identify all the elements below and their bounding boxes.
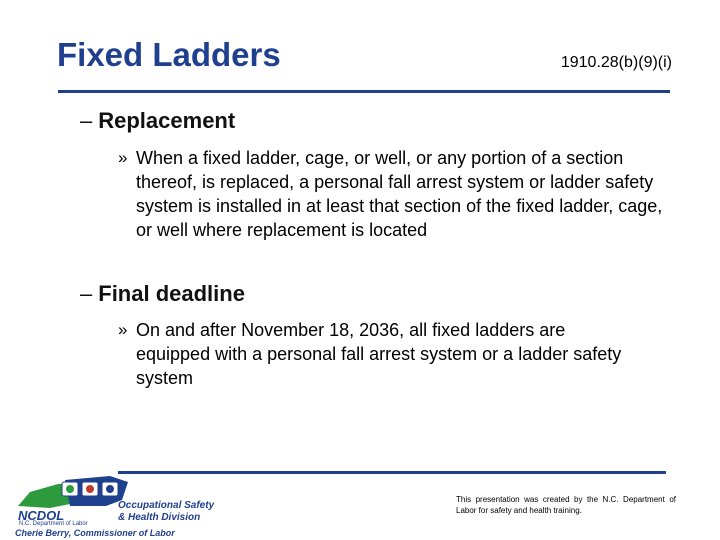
bullet-text: When a fixed ladder, cage, or well, or any portion of a section thereof, is replaced, a personal fall arrest system or ladder safety system is installed in at least that section of the fixed ladder, cage, or well where replacement is located <box>136 148 663 240</box>
section-heading-text: Final deadline <box>98 281 245 306</box>
bullet-text: On and after November 18, 2036, all fixed ladders are equipped with a personal fall arrest system or a ladder safety system <box>136 320 622 388</box>
division-name <box>118 500 214 524</box>
factory-icon <box>106 485 114 493</box>
slide-title: Fixed Ladders <box>57 36 281 73</box>
division-line-2: & Health Division <box>118 512 201 523</box>
footer-credit: This presentation was created by the N.C. Department of Labor for safety and health training. <box>456 495 676 515</box>
worker-icon <box>86 485 94 493</box>
regulation-reference: 1910.28(b)(9)(i) <box>560 54 672 71</box>
logo-department: N.C. Department of Labor <box>19 521 88 527</box>
hardhat-icon <box>66 485 74 493</box>
bullet-replacement <box>118 146 678 242</box>
level1-marker: – <box>80 108 93 133</box>
section-heading-replacement <box>80 108 235 134</box>
level1-marker: – <box>80 281 93 306</box>
title-divider <box>58 90 670 93</box>
commissioner-signature: Cherie Berry, Commissioner of Labor <box>15 528 175 538</box>
section-heading-final-deadline <box>80 281 245 307</box>
bullet-final-deadline <box>118 318 638 390</box>
division-line-1: Occupational Safety <box>118 500 215 511</box>
logo-text: NCDOL <box>18 508 65 523</box>
level2-marker: » <box>118 148 128 167</box>
section-heading-text: Replacement <box>98 108 236 133</box>
level2-marker: » <box>118 320 128 339</box>
